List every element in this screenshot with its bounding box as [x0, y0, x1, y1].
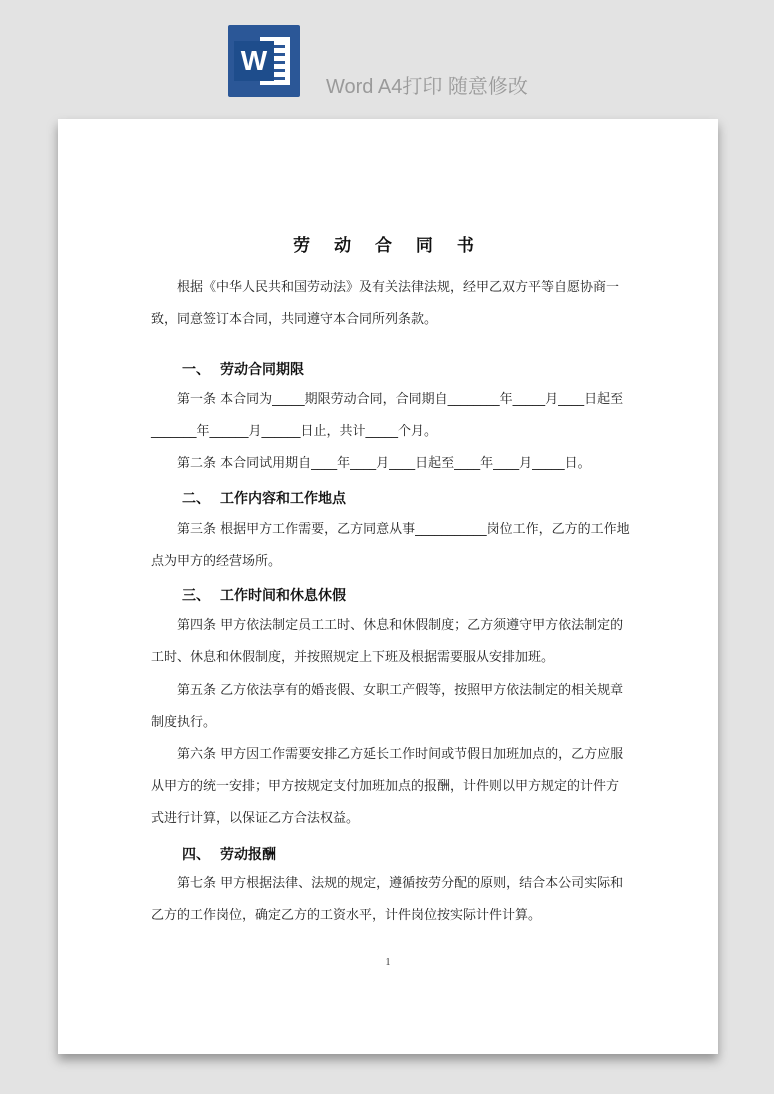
document-page	[58, 119, 718, 1054]
word-letter: W	[234, 41, 274, 81]
preamble-text: 根据《中华人民共和国劳动法》及有关法律法规，经甲乙双方平等自愿协商一致，同意签订本合同，共同遵守本合同所列条款。	[151, 280, 620, 327]
article-4: 第四条 甲方依法制定员工工时、休息和休假制度；乙方须遵守甲方依法制定的工时、休息和休假制度，并按照规定上下班及根据需要服从安排加班。	[151, 618, 624, 665]
section-heading-1: 一、 劳动合同期限	[182, 362, 304, 378]
article-6: 第六条 甲方因工作需要安排乙方延长工作时间或节假日加班加点的，乙方应服从甲方的统一安排；甲方按规定支付加班加点的报酬，计件则以甲方规定的计件方式进行计算，以保证乙方合法权益。	[151, 747, 624, 826]
header-caption: Word A4打印 随意修改	[326, 76, 528, 98]
article-2: 第二条 本合同试用期自____年____月____日起至____年____月_____日。	[177, 456, 591, 471]
preamble-paragraph	[151, 272, 631, 336]
section-heading-3: 三、 工作时间和休息休假	[182, 588, 346, 604]
section-heading-4: 四、 劳动报酬	[182, 847, 276, 863]
word-icon	[228, 25, 300, 97]
article-5: 第五条 乙方依法享有的婚丧假、女职工产假等，按照甲方依法制定的相关规章制度执行。	[151, 683, 624, 730]
article-7: 第七条 甲方根据法律、法规的规定，遵循按劳分配的原则，结合本公司实际和乙方的工作岗位，确定乙方的工资水平，计件岗位按实际计件计算。	[151, 876, 624, 923]
document-title: 劳 动 合 同 书	[293, 236, 483, 256]
page-number: 1	[385, 957, 391, 968]
header	[0, 0, 774, 118]
section-heading-2: 二、 工作内容和工作地点	[182, 491, 346, 507]
article-1: 第一条 本合同为_____期限劳动合同，合同期自________年_____月____日起至_______年______月______日止，共计_____个月。	[151, 392, 624, 439]
article-3: 第三条 根据甲方工作需要，乙方同意从事___________岗位工作，乙方的工作地点为甲方的经营场所。	[151, 522, 630, 569]
